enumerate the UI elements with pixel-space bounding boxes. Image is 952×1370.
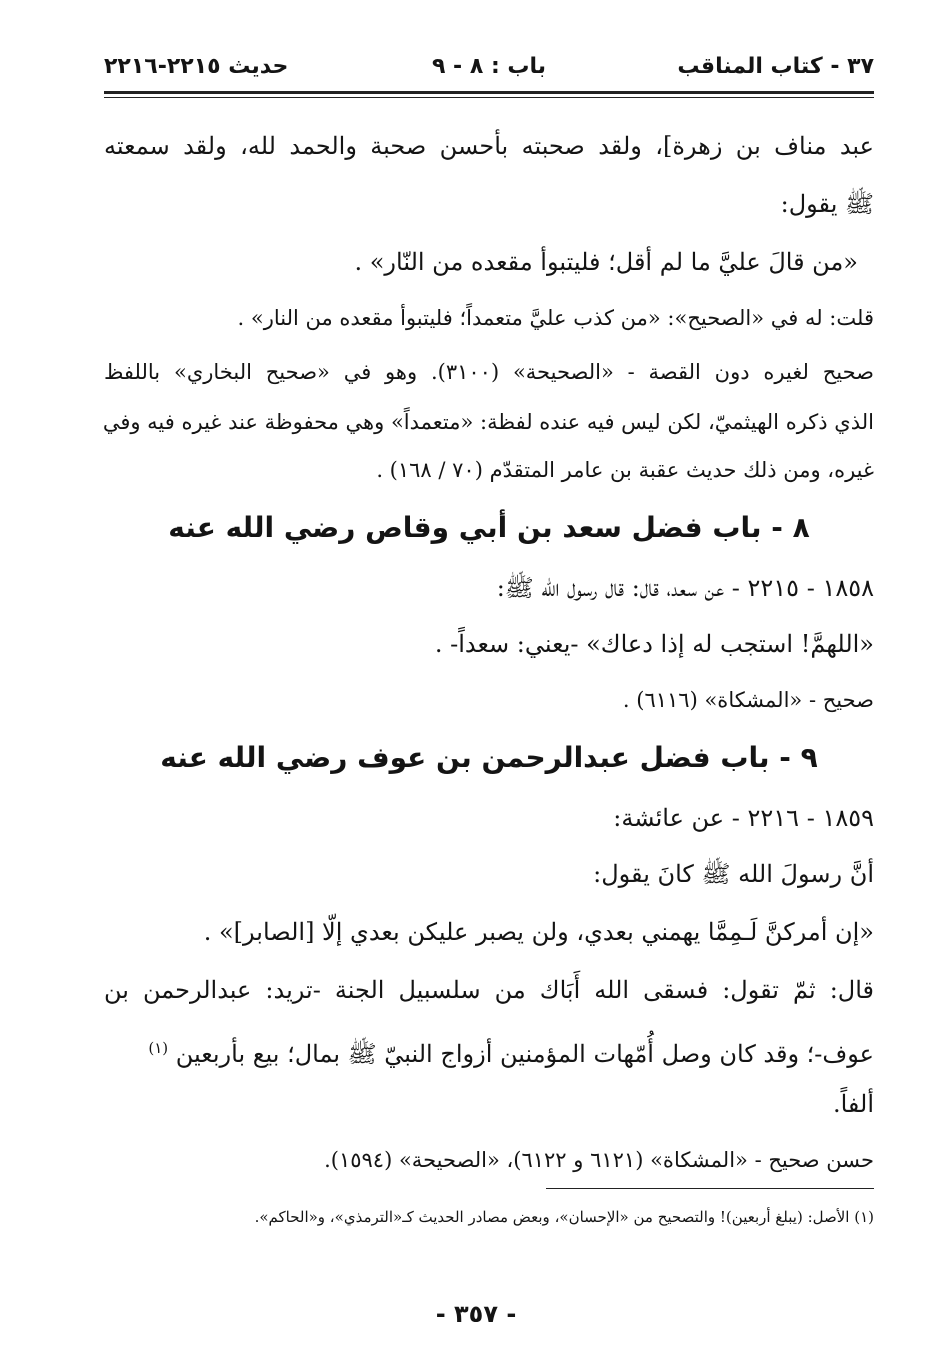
grading-line: حسن صحيح - «المشكاة» (٦١٢١ و ٦١٢٢)، «الصحيحة» (١٥٩٤). (324, 1148, 874, 1172)
body-line: قال: ثمّ تقول: فسقى الله أَبَاك من سلسبيل الجنة -تريد: عبدالرحمن بن (104, 976, 875, 1004)
footnote-divider (546, 1188, 874, 1189)
hadith-number-line: ١٨٥٨ - ٢٢١٥ - عن سعد، قال: قال رسول الله ﷺ: (496, 574, 874, 602)
header-section: باب : ٨ - ٩ (431, 54, 547, 79)
chapter-heading: ٨ - باب فضل سعد بن أبي وقاص رضي الله عنه (168, 511, 810, 544)
page-number: - ٣٥٧ - (435, 1300, 517, 1328)
header-rule-thick (104, 91, 874, 94)
body-line (104, 1030, 874, 1072)
grading-line: صحيح - «المشكاة» (٦١١٦) . (622, 688, 874, 712)
page-header (104, 50, 874, 90)
body-line: ألفاً. (832, 1090, 874, 1118)
footnote: (١) الأصل: (يبلغ أربعين)! والتصحيح من «الإحسان»، وبعض مصادر الحديث كـ«الترمذي»، و«الحاكم». (254, 1208, 874, 1226)
body-line: عبد مناف بن زهرة]، ولقد صحبته بأحسن صحبة والحمد لله، ولقد سمعته (104, 132, 874, 160)
body-line-text: عوف-؛ وقد كان وصل أُمّهات المؤمنين أزواج النبيّ ﷺ بمال؛ بيع بأربعين (175, 1040, 874, 1068)
grading-line: صحيح لغيره دون القصة - «الصحيحة» (٣١٠٠). وهو في «صحيح البخاري» باللفظ (104, 360, 874, 384)
footnote-marker: (١) (148, 1039, 169, 1057)
body-line: ﷺ يقول: (780, 190, 874, 218)
grading-line: غيره، ومن ذلك حديث عقبة بن عامر المتقدّم (٧٠ / ١٦٨) . (376, 458, 874, 482)
hadith-text: أنَّ رسولَ الله ﷺ كانَ يقول: (593, 860, 874, 888)
hadith-text: «اللهمَّ! استجب له إذا دعاك» -يعني: سعداً- . (434, 630, 874, 658)
chapter-heading: ٩ - باب فضل عبدالرحمن بن عوف رضي الله عنه (160, 741, 818, 774)
header-chapter: ٣٧ - كتاب المناقب (677, 54, 874, 79)
body-line: قلت: له في «الصحيح»: «من كذب عليَّ متعمداً؛ فليتبوأ مقعده من النار» . (237, 306, 874, 330)
hadith-number-line: ١٨٥٩ - ٢٢١٦ - عن عائشة: (613, 804, 874, 832)
grading-line: الذي ذكره الهيثميّ، لكن ليس فيه عنده لفظة: «متعمداً» وهي محفوظة عند غيره فيه وفي (102, 410, 874, 434)
header-hadith-range: حديث ٢٢١٥-٢٢١٦ (104, 54, 289, 79)
header-rule-thin (104, 97, 874, 98)
hadith-text: «إن أمركنَّ لَـمِمَّا يهمني بعدي، ولن يصبر عليكن بعدي إلّا [الصابر]» . (203, 918, 874, 946)
hadith-text: «من قالَ عليَّ ما لم أقل؛ فليتبوأ مقعده من النّار» . (354, 248, 858, 276)
